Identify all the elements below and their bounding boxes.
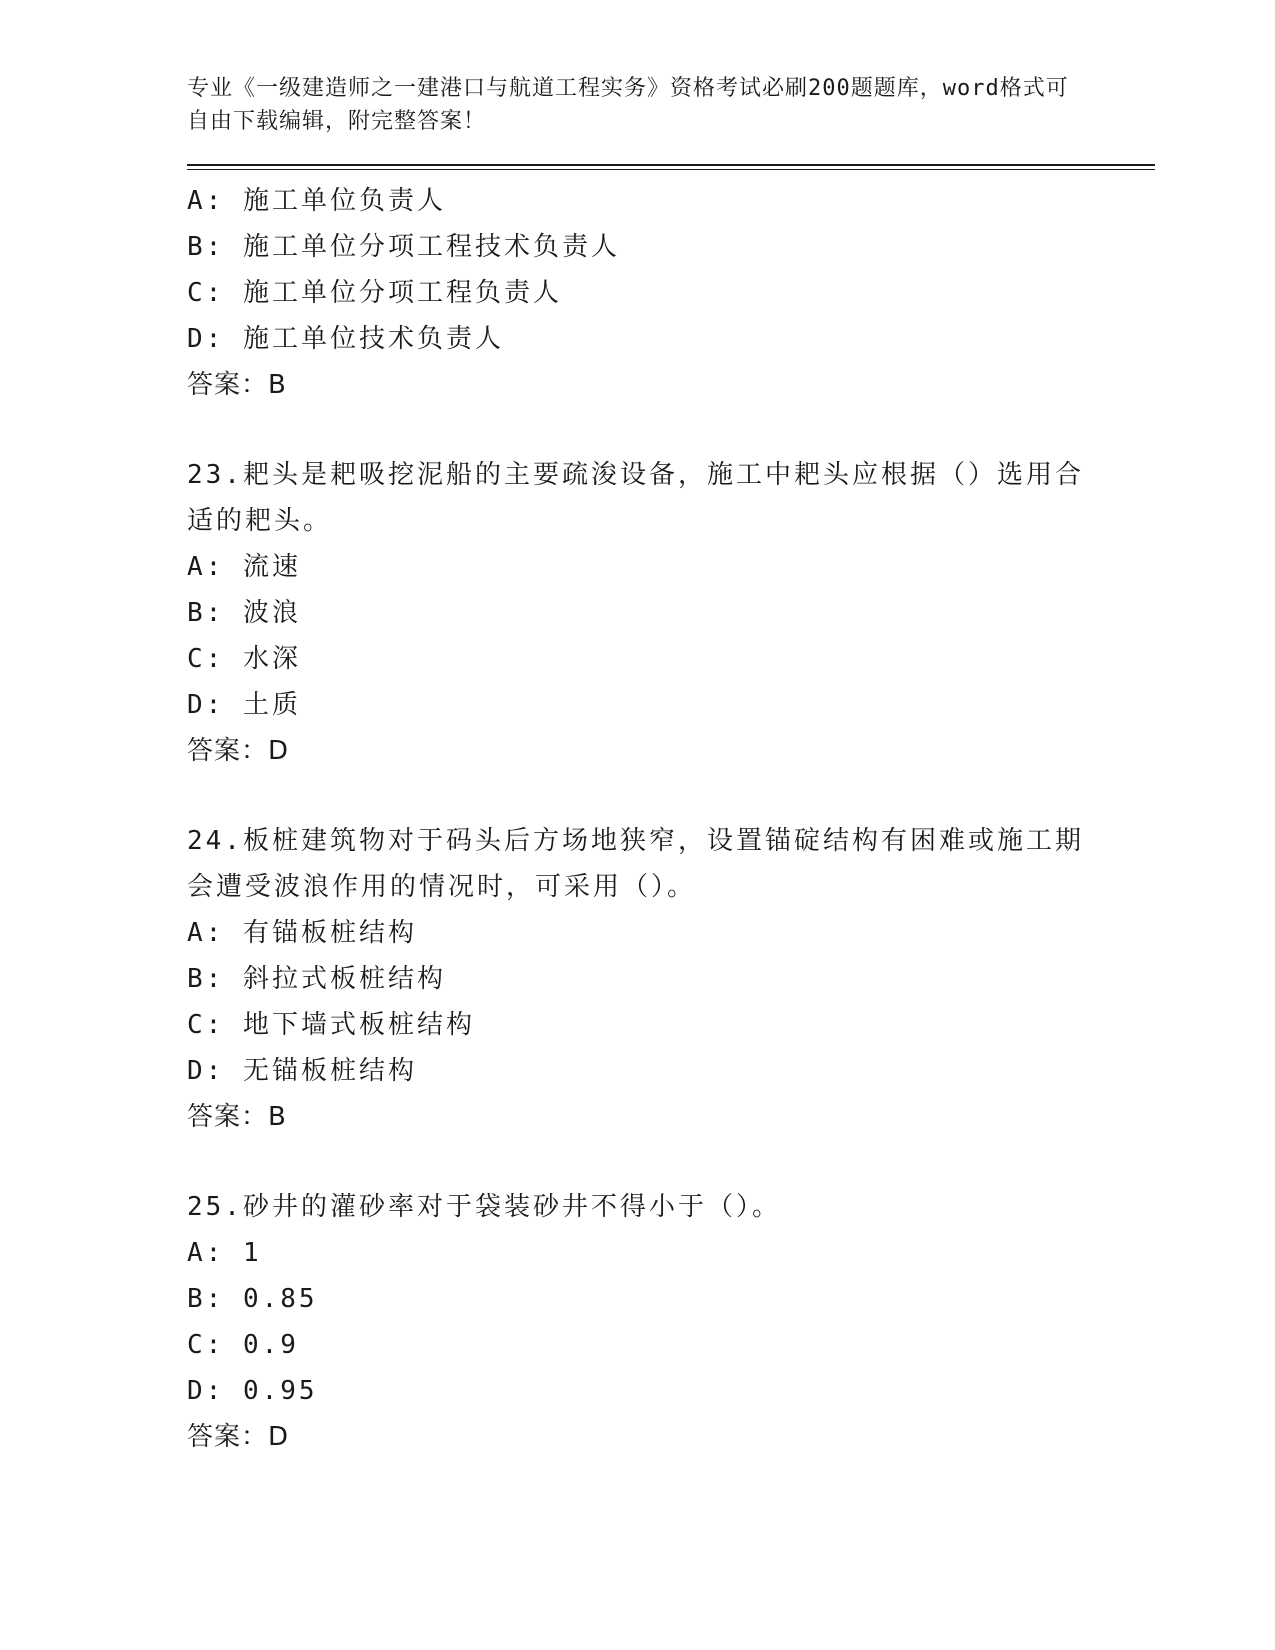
- question-25-option-a: A: 1: [187, 1238, 262, 1268]
- question-25-option-b: B: 0.85: [187, 1284, 318, 1314]
- question-22-option-b: B: 施工单位分项工程技术负责人: [187, 232, 620, 262]
- question-24-option-a: A: 有锚板桩结构: [187, 918, 417, 948]
- question-22-option-a: A: 施工单位负责人: [187, 186, 446, 216]
- question-22-answer: 答案：B: [187, 370, 287, 400]
- question-25-answer: 答案：D: [187, 1422, 290, 1452]
- question-22-option-d: D: 施工单位技术负责人: [187, 324, 504, 354]
- question-23-answer: 答案：D: [187, 736, 290, 766]
- spacer: [187, 1140, 1157, 1184]
- question-24-answer: 答案：B: [187, 1102, 287, 1132]
- question-24-stem: 24.板桩建筑物对于码头后方场地狭窄，设置锚碇结构有困难或施工期会遭受波浪作用的情况时，可采用（）。: [187, 826, 1084, 902]
- header-rule-thick: [187, 164, 1155, 166]
- question-23: [187, 452, 1157, 774]
- document-header: 专业《一级建造师之一建港口与航道工程实务》资格考试必刷200题题库，word格式可自由下载编辑，附完整答案！: [187, 76, 1069, 134]
- question-25-option-d: D: 0.95: [187, 1376, 318, 1406]
- header-rule-thin: [187, 169, 1155, 170]
- question-25-stem: 25.砂井的灌砂率对于袋装砂井不得小于（）。: [187, 1192, 781, 1222]
- question-23-option-d: D: 土质: [187, 690, 301, 720]
- question-22-option-c: C: 施工单位分项工程负责人: [187, 278, 562, 308]
- question-25: [187, 1184, 1157, 1460]
- spacer: [187, 408, 1157, 452]
- question-23-option-b: B: 波浪: [187, 598, 301, 628]
- question-24-option-c: C: 地下墙式板桩结构: [187, 1010, 475, 1040]
- document-page: [187, 72, 1157, 1460]
- question-23-option-a: A: 流速: [187, 552, 301, 582]
- question-24-option-b: B: 斜拉式板桩结构: [187, 964, 446, 994]
- question-24: [187, 818, 1157, 1140]
- question-25-option-c: C: 0.9: [187, 1330, 299, 1360]
- question-22: [187, 178, 1157, 408]
- question-24-option-d: D: 无锚板桩结构: [187, 1056, 417, 1086]
- question-23-option-c: C: 水深: [187, 644, 301, 674]
- spacer: [187, 774, 1157, 818]
- question-23-stem: 23.耙头是耙吸挖泥船的主要疏浚设备，施工中耙头应根据（）选用合适的耙头。: [187, 460, 1084, 536]
